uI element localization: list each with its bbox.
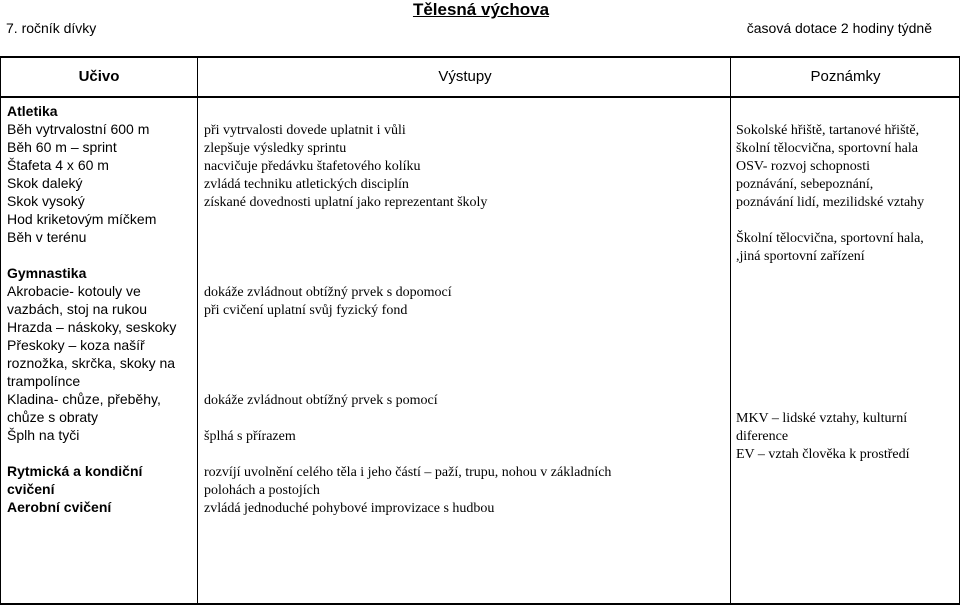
notes-column [736,122,958,464]
note-item: MKV – lidské vztahy, kulturní [736,411,908,426]
list-item: Skok daleký [7,175,83,191]
column-header-content: Učivo [78,68,120,85]
outcomes-column [204,122,724,518]
note-item: ,jiná sportovní zařízení [736,249,865,264]
outcome-item: polohách a postojích [204,483,320,498]
outcome-item: získané dovednosti uplatní jako reprezentant školy [204,195,488,210]
list-item: Skok vysoký [7,193,85,209]
outcome-item: zvládá jednoduché pohybové improvizace s hudbou [204,501,495,516]
outcome-item: zvládá techniku atletických disciplín [204,177,409,192]
list-item: Aerobní cvičení [7,499,112,515]
note-item: poznávání, sebepoznání, [736,177,874,192]
outcome-item: nacvičuje předávku štafetového kolíku [204,159,421,174]
section-title-rhythmic-cont: cvičení [7,481,55,497]
outcome-item: dokáže zvládnout obtížný prvek s pomocí [204,393,438,408]
column-header-notes: Poznámky [810,68,881,85]
list-item: Přeskoky – koza našíř [7,337,145,353]
note-item: diference [736,429,789,444]
page-title: Tělesná výchova [412,0,550,19]
note-item: EV – vztah člověka k prostředí [736,447,910,462]
content-column [7,102,195,516]
column-header-outcomes: Výstupy [438,68,492,85]
curriculum-table [0,56,960,605]
section-title-athletics: Atletika [7,103,58,119]
list-item: Hod kriketovým míčkem [7,211,157,227]
list-item: trampolínce [7,373,81,389]
column-divider [197,58,198,603]
outcome-item: při vytrvalosti dovede uplatnit i vůli [204,123,406,138]
section-title-gymnastics: Gymnastika [7,265,87,281]
list-item: Akrobacie- kotouly ve [7,283,141,299]
note-item: poznávání lidí, mezilidské vztahy [736,195,925,210]
list-item: Hrazda – náskoky, seskoky [7,319,177,335]
list-item: Šplh na tyči [7,427,80,443]
list-item: chůze s obraty [7,409,99,425]
section-title-rhythmic: Rytmická a kondiční [7,463,143,479]
outcome-item: rozvíjí uvolnění celého těla i jeho částí – paží, trupu, nohou v základních [204,465,612,480]
outcome-item: při cvičení uplatní svůj fyzický fond [204,303,408,318]
list-item: Běh v terénu [7,229,87,245]
note-item: školní tělocvična, sportovní hala [736,141,918,156]
list-item: vazbách, stoj na rukou [7,301,148,317]
outcome-item: šplhá s přírazem [204,429,296,444]
outcome-item: zlepšuje výsledky sprintu [204,141,347,156]
list-item: roznožka, skrčka, skoky na [7,355,176,371]
time-allocation: časová dotace 2 hodiny týdně [746,20,932,36]
note-item: OSV- rozvoj schopnosti [736,159,871,174]
table-header-row [1,58,959,98]
list-item: Běh 60 m – sprint [7,139,117,155]
list-item: Kladina- chůze, přeběhy, [7,391,161,407]
list-item: Běh vytrvalostní 600 m [7,121,150,137]
note-item: Školní tělocvična, sportovní hala, [736,231,924,246]
note-item: Sokolské hřiště, tartanové hřiště, [736,123,920,138]
list-item: Štafeta 4 x 60 m [7,157,109,173]
outcome-item: dokáže zvládnout obtížný prvek s dopomocí [204,285,452,300]
grade-label: 7. ročník dívky [6,20,97,36]
column-divider [730,58,731,603]
